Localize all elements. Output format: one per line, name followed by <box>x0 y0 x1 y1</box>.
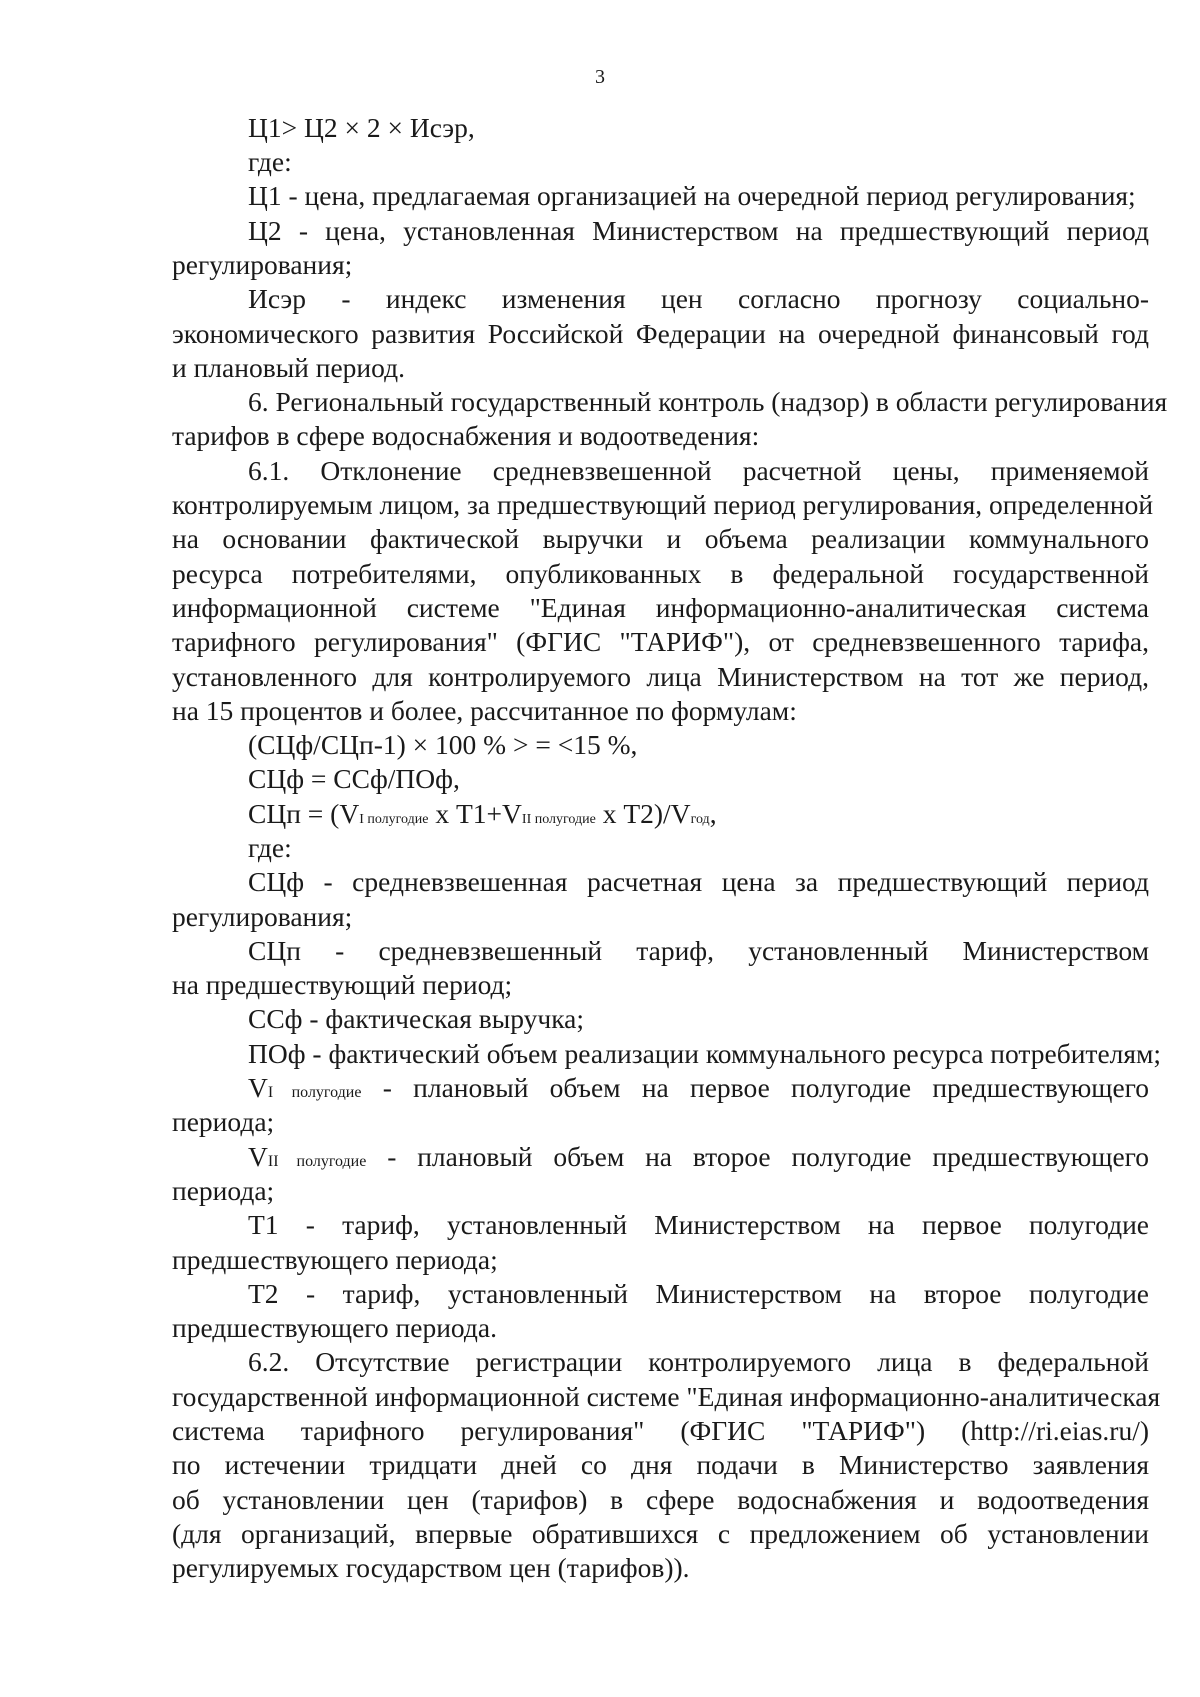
text-line: Исэр - индекс изменения цен согласно прогнозу социально- <box>248 283 1149 314</box>
formula-scp: СЦп = (VI полугодие х Т1+VII полугодие х Т2)/Vгод, <box>248 798 717 829</box>
text-line: на основании фактической выручки и объема реализации коммунального <box>172 523 1149 554</box>
text-line: предшествующего периода. <box>172 1312 497 1343</box>
text-line: регулирования; <box>172 901 353 932</box>
text-line: тарифов в сфере водоснабжения и водоотведения: <box>172 420 760 451</box>
text-line: государственной информационной системе "Единая информационно-аналитическая <box>172 1381 1161 1412</box>
text-line: регулируемых государством цен (тарифов)). <box>172 1552 690 1583</box>
formula-scf: СЦф = ССф/ПОф, <box>248 763 460 794</box>
text-line: система тарифного регулирования" (ФГИС "ТАРИФ") (http://ri.eias.ru/) <box>172 1415 1149 1446</box>
text-line: VI полугодие - плановый объем на первое полугодие предшествующего <box>248 1072 1150 1103</box>
text-line: экономического развития Российской Федерации на очередной финансовый год <box>172 318 1149 349</box>
text-line: периода; <box>172 1175 275 1206</box>
text-line: ССф - фактическая выручка; <box>248 1003 584 1034</box>
text-line: по истечении тридцати дней со дня подачи в Министерство заявления <box>172 1449 1149 1480</box>
text-line: Т1 - тариф, установленный Министерством на первое полугодие <box>248 1209 1149 1240</box>
text-line: на предшествующий период; <box>172 969 513 1000</box>
formula-deviation: (СЦф/СЦп-1) × 100 % > = <15 %, <box>248 729 638 760</box>
text-line: Т2 - тариф, установленный Министерством на второе полугодие <box>248 1278 1149 1309</box>
text-line: на 15 процентов и более, рассчитанное по формулам: <box>172 695 797 726</box>
text-line: СЦп - средневзвешенный тариф, установленный Министерством <box>248 935 1149 966</box>
page-number: 3 <box>595 66 605 88</box>
text-line: регулирования; <box>172 249 353 280</box>
where-label: где: <box>248 146 292 177</box>
text-line: (для организаций, впервые обратившихся с предложением об установлении <box>172 1518 1149 1549</box>
section-6-1: 6.1. Отклонение средневзвешенной расчетной цены, применяемой <box>248 455 1149 486</box>
where-label: где: <box>248 832 292 863</box>
text-line: периода; <box>172 1106 275 1137</box>
text-line: тарифного регулирования" (ФГИС "ТАРИФ"), от средневзвешенного тарифа, <box>172 626 1149 657</box>
formula-c1-condition: Ц1> Ц2 × 2 × Исэр, <box>248 112 475 143</box>
text-line: VII полугодие - плановый объем на второе полугодие предшествующего <box>248 1141 1150 1172</box>
text-line: Ц2 - цена, установленная Министерством на предшествующий период <box>248 215 1149 246</box>
text-line: ресурса потребителями, опубликованных в федеральной государственной <box>172 558 1149 589</box>
section-6-heading: 6. Региональный государственный контроль (надзор) в области регулирования <box>248 386 1168 417</box>
text-line: и плановый период. <box>172 352 405 383</box>
text-line: ПОф - фактический объем реализации коммунального ресурса потребителям; <box>248 1038 1162 1069</box>
text-line: информационной системе "Единая информационно-аналитическая система <box>172 592 1149 623</box>
text-line: установленного для контролируемого лица Министерством на тот же период, <box>172 661 1149 692</box>
text-line: предшествующего периода; <box>172 1244 498 1275</box>
text-line: СЦф - средневзвешенная расчетная цена за предшествующий период <box>248 866 1149 897</box>
section-6-2: 6.2. Отсутствие регистрации контролируемого лица в федеральной <box>248 1346 1149 1377</box>
text-line: контролируемым лицом, за предшествующий период регулирования, определенной <box>172 489 1154 520</box>
text-line: об установлении цен (тарифов) в сфере водоснабжения и водоотведения <box>172 1484 1149 1515</box>
text-line: Ц1 - цена, предлагаемая организацией на очередной период регулирования; <box>248 180 1136 211</box>
